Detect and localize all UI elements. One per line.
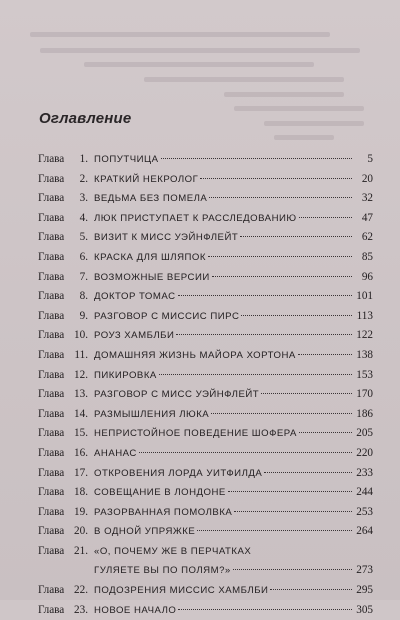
page-number: 205 [356, 427, 373, 440]
page-number: 96 [361, 270, 373, 283]
chapter-word: Глава [38, 192, 65, 205]
chapter-title: «О, ПОЧЕМУ ЖЕ В ПЕРЧАТКАХ [94, 545, 252, 557]
toc-entry [38, 268, 373, 288]
chapter-title: ПОПУТЧИЦА [94, 154, 159, 165]
chapter-title: АНАНАС [94, 447, 137, 459]
toc-entry [38, 424, 373, 444]
chapter-word: Глава [38, 486, 65, 499]
page-number: 47 [361, 211, 373, 224]
dot-leader [240, 236, 352, 237]
dot-leader [208, 256, 352, 257]
page-number: 122 [356, 329, 373, 342]
dot-leader [200, 178, 352, 179]
toc-entry-continuation [38, 561, 373, 581]
chapter-number: 5. [79, 231, 88, 244]
chapter-number: 13. [74, 388, 88, 401]
chapter-word: Глава [38, 505, 65, 518]
page-number: 85 [361, 250, 373, 263]
chapter-title: РАЗГОВОР С МИСС УЭЙНФЛЕЙТ [94, 389, 260, 401]
toc-entry [38, 483, 373, 503]
show-through-text [24, 0, 386, 150]
chapter-number: 15. [74, 427, 88, 440]
toc-entry [38, 385, 373, 405]
chapter-title: СОВЕЩАНИЕ В ЛОНДОНЕ [94, 487, 226, 499]
chapter-word: Глава [38, 153, 65, 165]
chapter-word: Глава [38, 407, 65, 420]
dot-leader [211, 413, 352, 414]
dot-leader [178, 609, 352, 610]
dot-leader [299, 217, 352, 218]
chapter-title: ДОКТОР ТОМАС [94, 291, 176, 303]
chapter-word: Глава [38, 584, 65, 597]
chapter-word: Глава [38, 388, 65, 401]
toc-entry [38, 581, 373, 601]
chapter-title: НЕПРИСТОЙНОЕ ПОВЕДЕНИЕ ШОФЕРА [94, 428, 297, 440]
chapter-title: КРАТКИЙ НЕКРОЛОГ [94, 173, 199, 185]
toc-entry [38, 228, 373, 248]
chapter-word: Глава [38, 172, 65, 185]
toc-entry [38, 405, 373, 425]
page-number: 113 [356, 309, 373, 322]
chapter-word: Глава [38, 231, 65, 244]
toc-entry [38, 170, 373, 190]
dot-leader [299, 432, 352, 433]
chapter-word: Глава [38, 427, 65, 440]
page-number: 295 [356, 584, 373, 597]
chapter-title: ПИКИРОВКА [94, 369, 157, 381]
page-number: 273 [356, 564, 373, 577]
chapter-word: Глава [38, 211, 65, 224]
toc-entry [38, 209, 373, 229]
page-number: 138 [356, 348, 373, 361]
toc-entry [38, 346, 373, 366]
toc-entry [38, 287, 373, 307]
toc-entry [38, 307, 373, 327]
page-number: 253 [356, 505, 373, 518]
dot-leader [264, 472, 352, 473]
chapter-number: 18. [74, 486, 88, 499]
chapter-number: 2. [79, 172, 88, 185]
toc-entry [38, 366, 373, 386]
page-number: 153 [356, 368, 373, 381]
dot-leader [212, 276, 352, 277]
chapter-word: Глава [38, 466, 65, 479]
page-number: 5 [367, 153, 373, 165]
chapter-word: Глава [38, 525, 65, 538]
chapter-word: Глава [38, 250, 65, 263]
table-of-contents [38, 150, 373, 620]
toc-entry [38, 601, 373, 620]
chapter-number: 21. [74, 544, 88, 557]
chapter-word: Глава [38, 368, 65, 381]
toc-entry [38, 522, 373, 542]
dot-leader [270, 589, 352, 590]
page-number: 170 [356, 388, 373, 401]
toc-title: Оглавление [39, 110, 132, 127]
dot-leader [178, 295, 352, 296]
chapter-word: Глава [38, 446, 65, 459]
page-number: 233 [356, 466, 373, 479]
chapter-number: 6. [79, 250, 88, 263]
chapter-number: 8. [79, 290, 88, 303]
page-number: 244 [356, 486, 373, 499]
chapter-title: РАЗГОВОР С МИССИС ПИРС [94, 310, 240, 322]
page-number: 305 [356, 603, 373, 616]
page-number: 20 [361, 172, 373, 185]
page-number: 220 [356, 446, 373, 459]
toc-entry [38, 150, 373, 170]
toc-entry [38, 542, 373, 562]
chapter-number: 7. [79, 270, 88, 283]
chapter-title: НОВОЕ НАЧАЛО [94, 604, 177, 616]
dot-leader [234, 511, 352, 512]
chapter-number: 10. [74, 329, 88, 342]
page-number: 101 [356, 290, 373, 303]
chapter-number: 19. [74, 505, 88, 518]
dot-leader [298, 354, 352, 355]
chapter-title: ДОМАШНЯЯ ЖИЗНЬ МАЙОРА ХОРТОНА [94, 349, 296, 361]
chapter-number: 11. [74, 348, 88, 361]
chapter-title: РАЗОРВАННАЯ ПОМОЛВКА [94, 506, 233, 518]
chapter-number: 16. [74, 446, 88, 459]
chapter-word: Глава [38, 329, 65, 342]
chapter-title: ПОДОЗРЕНИЯ МИССИС ХАМБЛБИ [94, 585, 269, 597]
chapter-title: В ОДНОЙ УПРЯЖКЕ [94, 526, 196, 538]
chapter-number: 4. [79, 211, 88, 224]
dot-leader [176, 334, 352, 335]
chapter-word: Глава [38, 544, 65, 557]
dot-leader [233, 569, 352, 570]
dot-leader [261, 393, 352, 394]
toc-entry [38, 189, 373, 209]
chapter-title: КРАСКА ДЛЯ ШЛЯПОК [94, 251, 206, 263]
dot-leader [241, 315, 352, 316]
toc-entry [38, 326, 373, 346]
chapter-number: 9. [79, 309, 88, 322]
chapter-title: РАЗМЫШЛЕНИЯ ЛЮКА [94, 408, 210, 420]
dot-leader [159, 374, 352, 375]
chapter-title-line2: ГУЛЯЕТЕ ВЫ ПО ПОЛЯМ?» [94, 565, 231, 577]
chapter-number: 3. [79, 192, 88, 205]
page-number: 62 [361, 231, 373, 244]
dot-leader [197, 530, 352, 531]
toc-entry [38, 248, 373, 268]
chapter-number: 22. [74, 584, 88, 597]
page-number: 264 [356, 525, 373, 538]
chapter-title: ОТКРОВЕНИЯ ЛОРДА УИТФИЛДА [94, 467, 263, 479]
chapter-word: Глава [38, 348, 65, 361]
toc-entry [38, 503, 373, 523]
chapter-title: РОУЗ ХАМБЛБИ [94, 330, 175, 342]
dot-leader [228, 491, 352, 492]
dot-leader [139, 452, 352, 453]
chapter-title: ВИЗИТ К МИСС УЭЙНФЛЕЙТ [94, 232, 239, 244]
chapter-title: ВОЗМОЖНЫЕ ВЕРСИИ [94, 271, 210, 283]
chapter-word: Глава [38, 290, 65, 303]
chapter-number: 14. [74, 407, 88, 420]
chapter-number: 12. [74, 368, 88, 381]
dot-leader [161, 158, 353, 159]
chapter-title: ЛЮК ПРИСТУПАЕТ К РАССЛЕДОВАНИЮ [94, 212, 297, 224]
page-number: 186 [356, 407, 373, 420]
chapter-word: Глава [38, 309, 65, 322]
chapter-number: 23. [74, 603, 88, 616]
page-number: 32 [361, 192, 373, 205]
chapter-word: Глава [38, 603, 65, 616]
toc-entry [38, 444, 373, 464]
chapter-number: 1. [79, 153, 88, 165]
dot-leader [209, 197, 352, 198]
chapter-title: ВЕДЬМА БЕЗ ПОМЕЛА [94, 193, 208, 205]
chapter-number: 17. [74, 466, 88, 479]
chapter-word: Глава [38, 270, 65, 283]
chapter-number: 20. [74, 525, 88, 538]
toc-entry [38, 464, 373, 484]
